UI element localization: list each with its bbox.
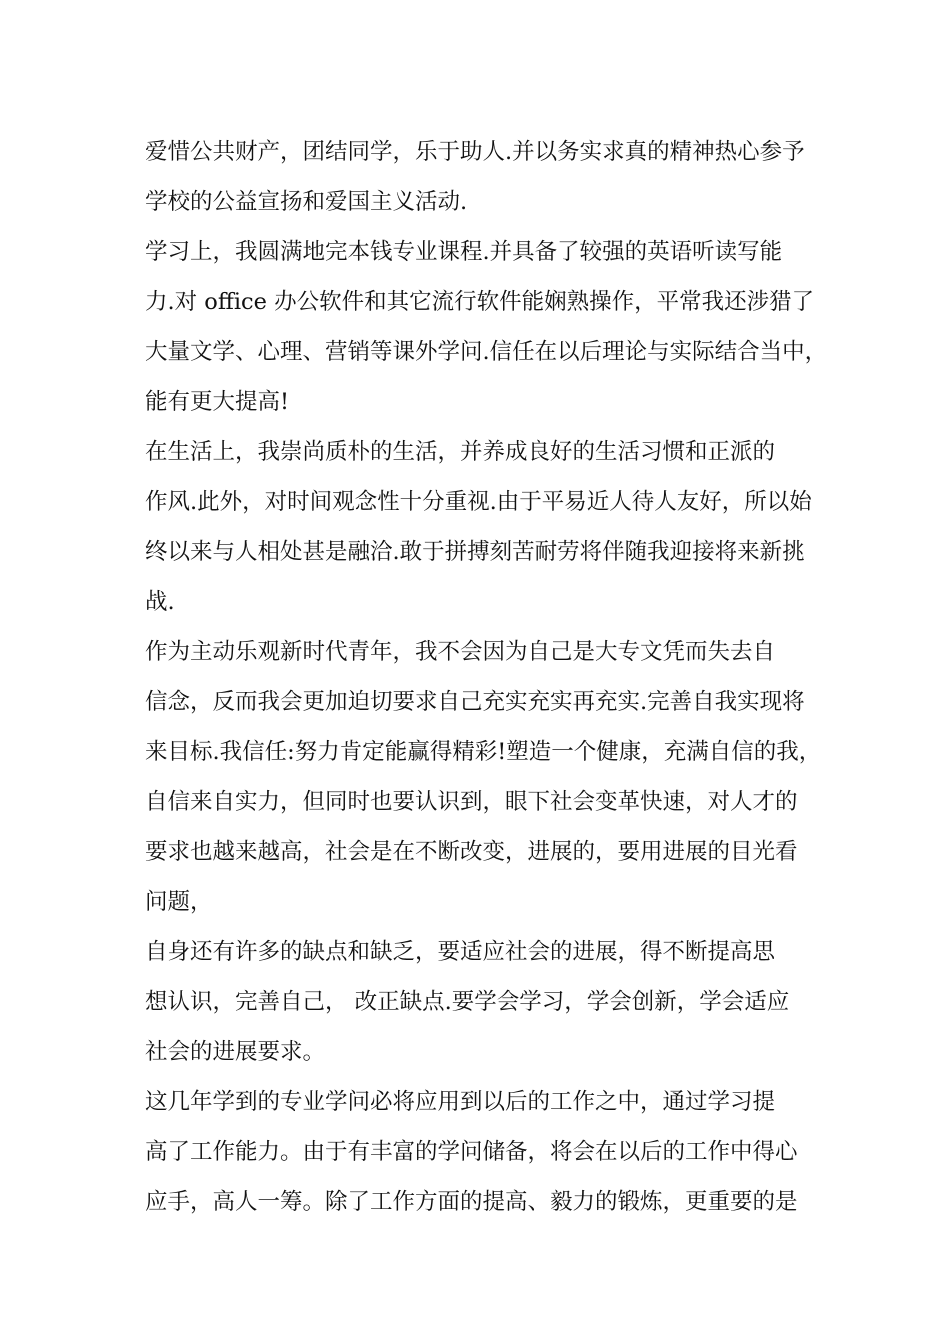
text-line: 应手，高人一筹。除了工作方面的提高、毅力的锻炼，更重要的是 (145, 1189, 798, 1215)
text-line: 这几年学到的专业学问必将应用到以后的工作之中，通过学习提 (145, 1089, 776, 1115)
text-line: 大量文学、心理、营销等课外学问.信任在以后理论与实际结合当中， (145, 339, 828, 365)
text-line: 要求也越来越高，社会是在不断改变，进展的，要用进展的目光看 (145, 839, 798, 865)
text-line: 力.对 office 办公软件和其它流行软件能娴熟操作，平常我还涉猎了 (145, 289, 815, 315)
text-line: 战. (145, 589, 175, 615)
text-line: 在生活上，我崇尚质朴的生活，并养成良好的生活习惯和正派的 (145, 439, 776, 465)
paragraph-shortcomings (145, 927, 817, 1077)
text-line: 想认识，完善自己， 改正缺点.要学会学习，学会创新，学会适应 (145, 989, 790, 1015)
text-line: 社会的进展要求。 (145, 1039, 326, 1065)
text-line: 信念，反而我会更加迫切要求自己充实充实再充实.完善自我实现将 (145, 689, 805, 715)
document-body (145, 127, 828, 1227)
text-line: 爱惜公共财产，团结同学，乐于助人.并以务实求真的精神热心参予 (145, 139, 805, 165)
text-line: 作风.此外，对时间观念性十分重视.由于平易近人待人友好，所以始 (145, 489, 812, 515)
text-line: 来目标.我信任:努力肯定能赢得精彩!塑造一个健康，充满自信的我， (145, 739, 822, 765)
text-line: 问题， (145, 889, 213, 915)
text-line: 作为主动乐观新时代青年，我不会因为自己是大专文凭而失去自 (145, 639, 776, 665)
text-line: 终以来与人相处甚是融洽.敢于拼搏刻苦耐劳将伴随我迎接将来新挑 (145, 539, 805, 565)
paragraph-study (145, 227, 828, 427)
text-line: 自信来自实力，但同时也要认识到，眼下社会变革快速，对人才的 (145, 789, 798, 815)
text-line: 能有更大提高! (145, 389, 290, 415)
paragraph-confidence (145, 627, 822, 927)
text-line: 学校的公益宣扬和爱国主义活动. (145, 189, 468, 215)
text-line: 高了工作能力。由于有丰富的学问储备，将会在以后的工作中得心 (145, 1139, 798, 1165)
paragraph-life (145, 427, 817, 627)
paragraph-knowledge (145, 1077, 817, 1227)
text-line: 自身还有许多的缺点和缺乏，要适应社会的进展，得不断提高思 (145, 939, 776, 965)
text-line: 学习上，我圆满地完本钱专业课程.并具备了较强的英语听读写能 (145, 239, 783, 265)
paragraph-civic (145, 127, 817, 227)
